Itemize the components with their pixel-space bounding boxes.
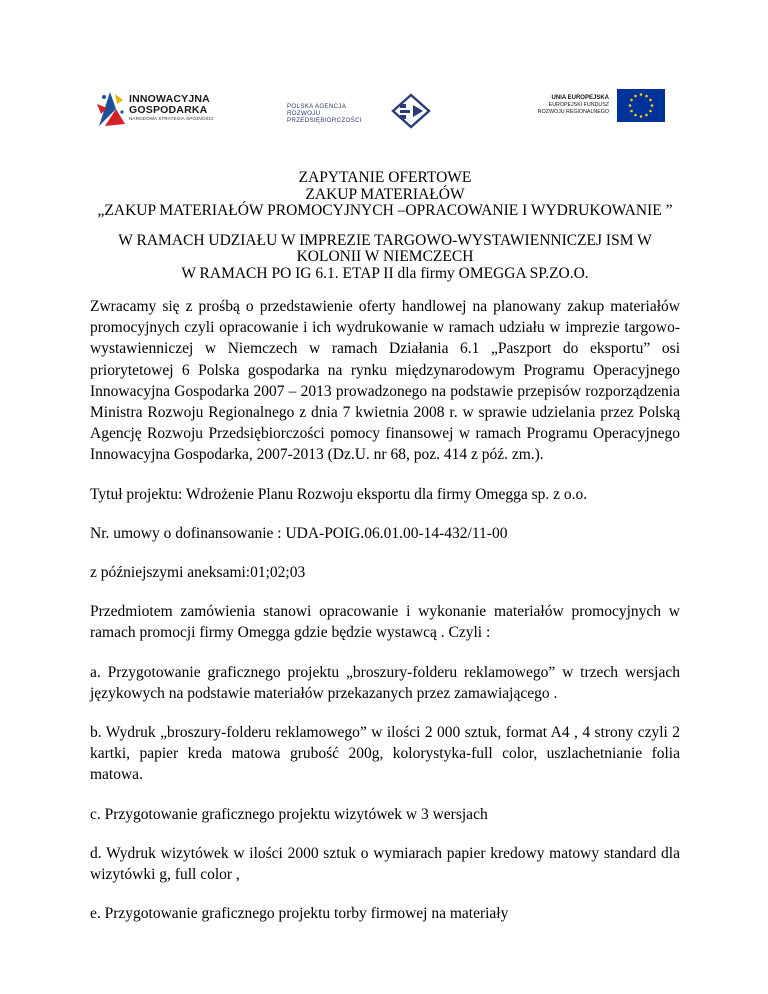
parp-logo	[285, 85, 445, 135]
title-line3: „ZAKUP MATERIAŁÓW PROMOCYJNYCH –OPRACOWANIE I WYDRUKOWANIE ”	[97, 202, 673, 219]
parp-emblem-icon	[389, 93, 433, 129]
subtitle-line3: W RAMACH PO IG 6.1. ETAP II dla firmy OMEGGA SP.ZO.O.	[181, 264, 589, 282]
eu-logo	[505, 89, 670, 129]
document-title	[90, 170, 680, 220]
innowacyjna-gospodarka-logo	[95, 88, 255, 132]
ig-logo-line1: INNOWACYJNA	[129, 93, 210, 105]
ig-logo-line3: NARODOWA STRATEGIA SPÓJNOŚCI	[129, 116, 214, 121]
ig-logo-line2: GOSPODARKA	[129, 103, 208, 116]
parp-logo-line3: PRZEDSIĘBIORCZOŚCI	[287, 117, 362, 125]
innowacyjna-gospodarka-emblem-icon	[95, 88, 129, 128]
parp-logo-line1: POLSKA AGENCJA	[287, 103, 347, 110]
document-subtitle	[90, 233, 680, 283]
list-item-b: b. Wydruk „broszury-folderu reklamowego” w ilości 2 000 sztuk, format A4 , 4 strony czyli 2 kartki, papier kreda matowa grubość 200g, kolorystyka-full color, uszlachetnianie folia matowa.	[90, 724, 680, 784]
list-item-e: e. Przygotowanie graficznego projektu torby firmowej na materiały	[90, 905, 509, 923]
parp-logo-line2: ROZWOJU	[287, 110, 321, 118]
logo-bar	[0, 85, 768, 135]
title-line1: ZAPYTANIE OFERTOWE	[298, 169, 472, 186]
title-line2: ZAKUP MATERIAŁÓW	[305, 185, 465, 203]
eu-flag-icon	[617, 89, 665, 122]
project-title: Tytuł projektu: Wdrożenie Planu Rozwoju eksportu dla firmy Omegga sp. z o.o.	[90, 485, 588, 503]
subtitle-line2: KOLONII W NIEMCZECH	[296, 248, 474, 265]
intro-paragraph: Zwracamy się z prośbą o przedstawienie oferty handlowej na planowany zakup materiałów promocyjnych czyli opracowanie i ich wydrukowanie w ramach udziału w imprezie targowo-wystawienniczej w Niemczech w ramach Działania 6.1 „Paszport do eksportu” osi priorytetowej 6 Polska gospodarka na rynku międzynarodowym Programu Operacyjnego Innowacyjna Gospodarka 2007 – 2013 prowadzonego na podstawie przepisów rozporządzenia Ministra Rozwoju Regionalnego z dnia 7 kwietnia 2008 r. w sprawie udzielania przez Polską Agencję Rozwoju Przedsiębiorczości pomocy finansowej w ramach Programu Operacyjnego Innowacyjna Gospodarka, 2007-2013 (Dz.U. nr 68, poz. 414 z póź. zm.).	[90, 298, 680, 464]
contract-number: Nr. umowy o dofinansowanie : UDA-POIG.06.01.00-14-432/11-00	[90, 524, 508, 542]
list-item-a: a. Przygotowanie graficznego projektu „broszury-folderu reklamowego” w trzech wersjach językowych na podstawie materiałów przekazanych przez zamawiającego .	[90, 663, 680, 702]
eu-logo-line3: ROZWOJU REGIONALNEGO	[537, 108, 609, 115]
document-body	[90, 170, 680, 924]
eu-logo-line1: UNIA EUROPEJSKA	[551, 95, 609, 101]
eu-logo-line2: EUROPEJSKI FUNDUSZ	[548, 101, 609, 108]
subtitle-line1: W RAMACH UDZIAŁU W IMPREZIE TARGOWO-WYSTAWIENNICZEJ ISM W	[118, 231, 652, 249]
subject-paragraph: Przedmiotem zamówienia stanowi opracowanie i wykonanie materiałów promocyjnych w ramach promocji firmy Omegga gdzie będzie wystawcą . Czyli :	[90, 603, 680, 642]
list-item-c: c. Przygotowanie graficznego projektu wizytówek w 3 wersjach	[90, 805, 488, 823]
list-item-d: d. Wydruk wizytówek w ilości 2000 sztuk o wymiarach papier kredowy matowy standard dla wizytówki g, full color ,	[90, 844, 680, 884]
annexes-line: z późniejszymi aneksami:01;02;03	[90, 564, 306, 582]
